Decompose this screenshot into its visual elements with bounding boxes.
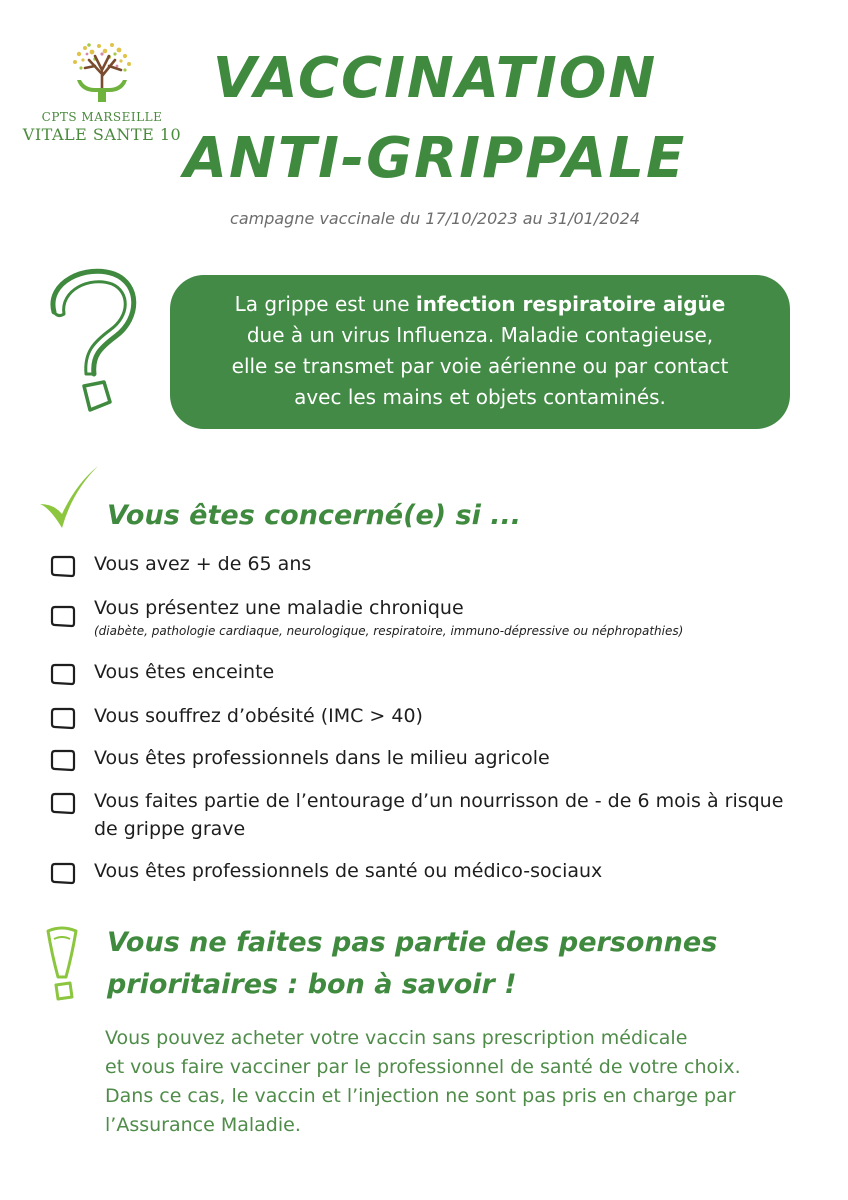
para-line-3: Dans ce cas, le vaccin et l’injection ne sont pas pris en charge par — [105, 1085, 736, 1107]
info-paragraph — [105, 1024, 805, 1140]
item-text: Vous présentez une maladie chronique (diabète, pathologie cardiaque, neurologique, respiratoire, immuno-dépressive ou néphropathies) — [94, 594, 810, 640]
logo-line-1: CPTS MARSEILLE — [41, 110, 163, 124]
info-line-2: due à un virus Influenza. Maladie contagieuse, — [246, 323, 714, 347]
flu-info-box — [170, 275, 790, 429]
checkbox-icon — [50, 748, 76, 772]
item-text: Vous faites partie de l’entourage d’un nourrisson de - de 6 mois à risque de grippe grave — [94, 790, 784, 840]
info-line-3: elle se transmet par voie aérienne ou par contact — [231, 354, 729, 378]
checkbox-icon — [50, 554, 76, 578]
question-mark-icon — [36, 262, 146, 418]
not-priority-heading: Vous ne faites pas partie des personnes prioritaires : bon à savoir ! — [107, 927, 718, 1000]
logo-line-2: VITALE SANTE 10 — [22, 125, 182, 144]
checkbox-icon — [50, 662, 76, 686]
checkbox-icon — [50, 706, 76, 730]
para-line-2: et vous faire vacciner par le professionnel de santé de votre choix. — [105, 1056, 741, 1078]
item-text: Vous souffrez d’obésité (IMC > 40) — [94, 705, 423, 727]
item-note: (diabète, pathologie cardiaque, neurologique, respiratoire, immuno-dépressive ou néphropathies) — [94, 624, 684, 638]
logo — [22, 40, 182, 144]
checkbox-icon — [50, 861, 76, 885]
concerned-heading: Vous êtes concerné(e) si ... — [107, 500, 522, 531]
info-highlight: infection respiratoire aigüe — [415, 292, 726, 316]
item-text: Vous êtes professionnels dans le milieu agricole — [94, 747, 550, 769]
para-line-4: l’Assurance Maladie. — [105, 1114, 301, 1136]
campaign-dates: campagne vaccinale du 17/10/2023 au 31/01/2024 — [230, 209, 640, 228]
checkbox-icon — [50, 791, 76, 815]
item-text: Vous êtes professionnels de santé ou médico-sociaux — [94, 860, 603, 882]
exclamation-mark-icon — [42, 925, 82, 1003]
page-title-line-1: VACCINATION — [212, 46, 658, 111]
para-line-1: Vous pouvez acheter votre vaccin sans prescription médicale — [105, 1027, 688, 1049]
checkmark-icon — [38, 462, 102, 534]
item-text: Vous avez + de 65 ans — [94, 553, 312, 575]
info-line-4: avec les mains et objets contaminés. — [294, 385, 666, 409]
checkbox-icon — [50, 604, 76, 628]
page-title-line-2: ANTI-GRIPPALE — [183, 126, 687, 191]
tree-hands-icon — [65, 40, 139, 106]
item-text: Vous êtes enceinte — [94, 661, 275, 683]
info-line-1: La grippe est une infection respiratoire aigüe — [234, 292, 726, 316]
